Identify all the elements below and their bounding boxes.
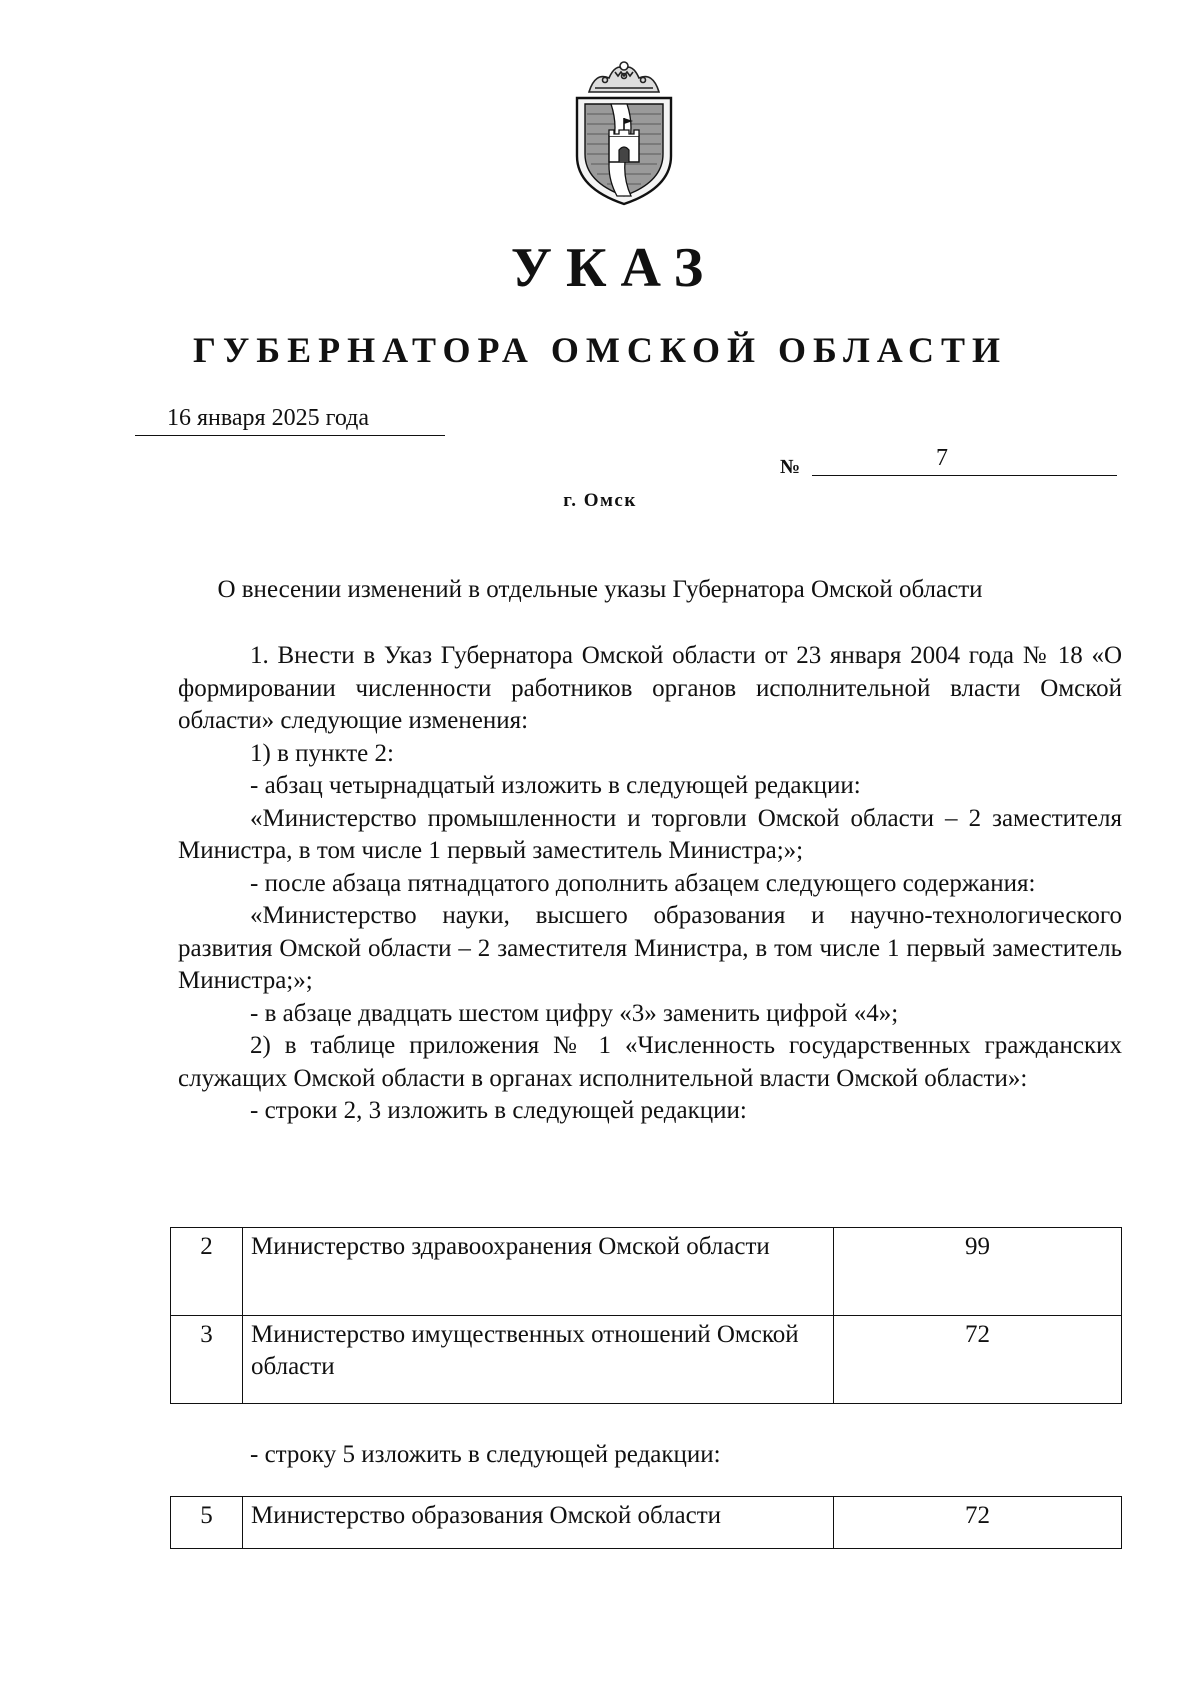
table-row <box>171 1497 1122 1549</box>
number-sign: № <box>780 456 801 478</box>
paragraph: 1. Внести в Указ Губернатора Омской области от 23 января 2004 года № 18 «О формировании численности работников органов исполнительной власти Омской области» следующие изменения: <box>178 642 1122 734</box>
coat-of-arms-emblem <box>565 58 683 208</box>
row-name: Министерство образования Омской области <box>243 1497 834 1549</box>
paragraph: «Министерство науки, высшего образования и научно-технологического развития Омской области – 2 заместителя Министра, в том числе 1 первый заместитель Министра;»; <box>178 902 1122 994</box>
paragraph: - в абзаце двадцать шестом цифру «3» заменить цифрой «4»; <box>250 999 899 1027</box>
paragraph: - строку 5 изложить в следующей редакции: <box>250 1441 721 1468</box>
row-number: 3 <box>171 1316 243 1404</box>
paragraph: 2) в таблице приложения № 1 «Численность государственных гражданских служащих Омской области в органах исполнительной власти Омской области»: <box>178 1032 1122 1092</box>
table-row <box>171 1316 1122 1404</box>
document-number: 7 <box>936 445 948 471</box>
document-body <box>178 640 1122 1128</box>
amendment-table-row-5 <box>170 1496 1122 1549</box>
paragraph: «Министерство промышленности и торговли Омской области – 2 заместителя Министра, в том числе 1 первый заместитель Министра;»; <box>178 804 1122 864</box>
amendment-table-rows-2-3 <box>170 1227 1122 1404</box>
paragraph: - строки 2, 3 изложить в следующей редакции: <box>250 1097 747 1124</box>
row-value: 99 <box>834 1228 1122 1316</box>
city: г. Омск <box>563 490 637 511</box>
row-number: 5 <box>171 1497 243 1549</box>
document-subject: О внесении изменений в отдельные указы Губернатора Омской области <box>217 576 983 603</box>
paragraph: - абзац четырнадцатый изложить в следующей редакции: <box>250 772 861 799</box>
row-name: Министерство имущественных отношений Омской области <box>243 1316 834 1404</box>
paragraph: 1) в пункте 2: <box>250 739 394 767</box>
row-name: Министерство здравоохранения Омской области <box>243 1228 834 1316</box>
row-value: 72 <box>834 1316 1122 1404</box>
date-field <box>135 405 445 436</box>
table-row <box>171 1228 1122 1316</box>
document-title: УКАЗ <box>510 237 718 299</box>
row-number: 2 <box>171 1228 243 1316</box>
number-field <box>812 445 1117 476</box>
document-date: 16 января 2025 года <box>167 405 370 431</box>
paragraph: - после абзаца пятнадцатого дополнить абзацем следующего содержания: <box>250 869 1036 897</box>
document-issuer: ГУБЕРНАТОРА ОМСКОЙ ОБЛАСТИ <box>192 330 1008 370</box>
row-value: 72 <box>834 1497 1122 1549</box>
